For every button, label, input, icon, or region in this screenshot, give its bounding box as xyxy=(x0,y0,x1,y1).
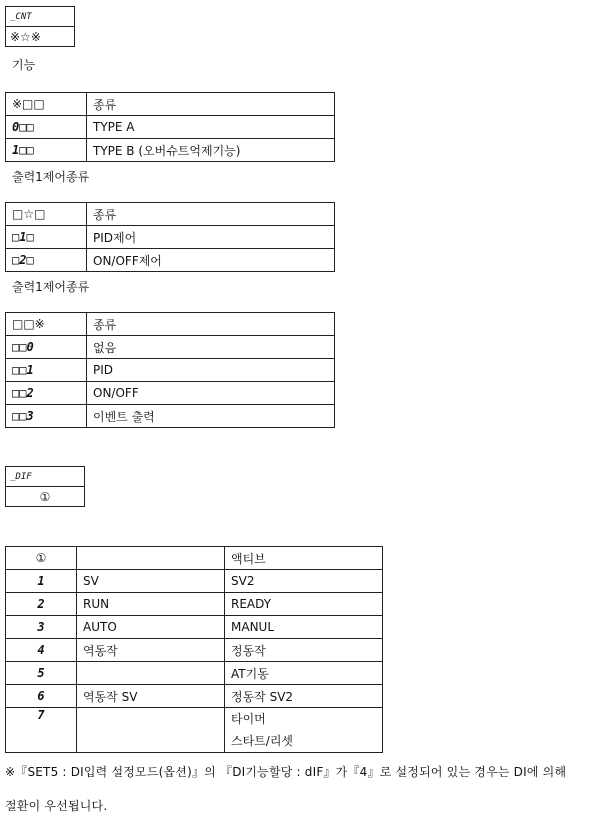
table-row xyxy=(6,708,383,753)
output-type-table xyxy=(5,312,335,428)
table-cell: □□1 xyxy=(6,359,87,382)
table-cell: 3 xyxy=(6,616,77,639)
table-row xyxy=(6,639,383,662)
table-cell: 종류 xyxy=(87,203,335,226)
table-cell: 이벤트 출력 xyxy=(87,405,335,428)
table-row xyxy=(6,382,335,405)
table-cell: 없음 xyxy=(87,336,335,359)
table-cell: 7 xyxy=(6,708,77,753)
table-cell: AUTO xyxy=(77,616,225,639)
table-row xyxy=(6,139,335,162)
caption-output1-b: 출력1제어종류 xyxy=(12,280,90,294)
table-row xyxy=(6,249,335,272)
table-cell: 0□□ xyxy=(6,116,87,139)
table-row xyxy=(6,616,383,639)
table-cell: 6 xyxy=(6,685,77,708)
table-cell: 종류 xyxy=(87,313,335,336)
table-row xyxy=(6,662,383,685)
table-cell: PID xyxy=(87,359,335,382)
table-cell: RUN xyxy=(77,593,225,616)
table-cell: □□0 xyxy=(6,336,87,359)
table-cell: ① xyxy=(6,547,77,570)
table-cell: 4 xyxy=(6,639,77,662)
table-cell: 1□□ xyxy=(6,139,87,162)
table-cell xyxy=(77,708,225,753)
note-line-1: ※『SET5 : DI입력 설정모드(옵션)』의 『DI기능할당 : dIF』가『4』로 설정되어 있는 경우는 DI에 의해 xyxy=(5,765,567,779)
dif-symbol: ① xyxy=(6,487,85,507)
start-reset-label: 스타트/리셋 xyxy=(231,734,294,748)
table-row xyxy=(6,203,335,226)
table-cell: AT기동 xyxy=(225,662,383,685)
table-cell xyxy=(77,662,225,685)
table-row xyxy=(6,93,335,116)
table-cell: 2 xyxy=(6,593,77,616)
note-line-2: 절환이 우선됩니다. xyxy=(5,799,108,813)
table-row xyxy=(6,226,335,249)
table-cell: 정동작 xyxy=(225,639,383,662)
cnt-code: _CNT xyxy=(6,7,75,27)
table-cell xyxy=(77,547,225,570)
table-row xyxy=(6,359,335,382)
table-cell: TYPE B (오버슈트억제기능) xyxy=(87,139,335,162)
cnt-symbol: ※☆※ xyxy=(6,27,75,47)
table-cell: □2□ xyxy=(6,249,87,272)
table-cell: ※□□ xyxy=(6,93,87,116)
table-row xyxy=(6,593,383,616)
table-cell: 종류 xyxy=(87,93,335,116)
table-cell: 역동작 SV xyxy=(77,685,225,708)
table-cell: □☆□ xyxy=(6,203,87,226)
table-row xyxy=(6,336,335,359)
table-row xyxy=(6,547,383,570)
control-type-table xyxy=(5,202,335,272)
dif-code-box xyxy=(5,466,85,507)
table-cell: ON/OFF제어 xyxy=(87,249,335,272)
timer-label: 타이머 xyxy=(231,712,266,726)
table-cell-multiline xyxy=(225,708,383,753)
table-cell: TYPE A xyxy=(87,116,335,139)
type-table xyxy=(5,92,335,162)
caption-output1-a: 출력1제어종류 xyxy=(12,170,90,184)
table-cell: □□2 xyxy=(6,382,87,405)
table-row xyxy=(6,685,383,708)
section-label: 기능 xyxy=(12,58,36,72)
table-cell: SV xyxy=(77,570,225,593)
table-cell: 5 xyxy=(6,662,77,685)
table-cell: □□※ xyxy=(6,313,87,336)
table-cell: 액티브 xyxy=(225,547,383,570)
table-row xyxy=(6,405,335,428)
table-cell: 역동작 xyxy=(77,639,225,662)
table-cell: □1□ xyxy=(6,226,87,249)
di-function-table xyxy=(5,546,383,753)
table-row xyxy=(6,570,383,593)
table-row xyxy=(6,116,335,139)
table-cell: ON/OFF xyxy=(87,382,335,405)
table-cell: SV2 xyxy=(225,570,383,593)
table-cell: MANUL xyxy=(225,616,383,639)
table-cell: □□3 xyxy=(6,405,87,428)
dif-code: _DIF xyxy=(6,467,85,487)
table-cell: 1 xyxy=(6,570,77,593)
table-cell: READY xyxy=(225,593,383,616)
cnt-code-box xyxy=(5,6,75,47)
table-cell: 정동작 SV2 xyxy=(225,685,383,708)
table-row xyxy=(6,313,335,336)
table-cell: PID제어 xyxy=(87,226,335,249)
